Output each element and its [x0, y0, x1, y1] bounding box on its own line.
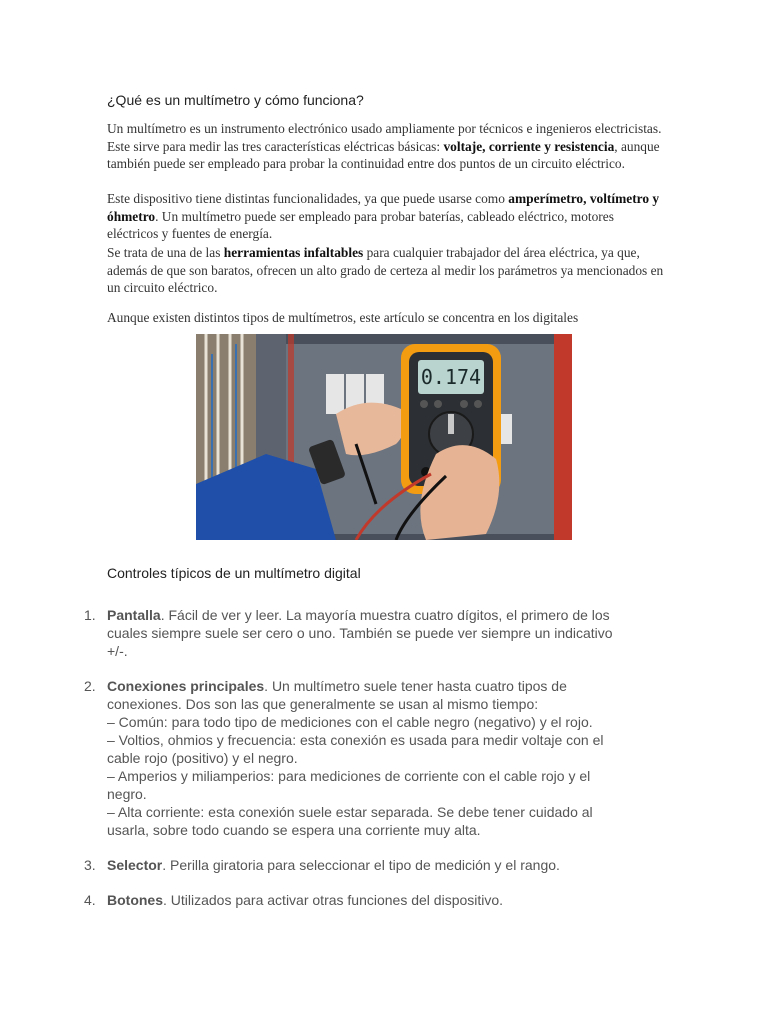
intro-paragraph-1: [107, 120, 667, 173]
display-reading: 0.174: [420, 365, 482, 389]
multimeter-photo-illustration: [196, 334, 572, 540]
list-item-line: +/-.: [107, 643, 128, 659]
text-run: Un multímetro es un instrumento electrónico usado ampliamente por técnicos e ingenieros electricistas. Este sirve para medir las tres características eléctricas básicas:: [107, 121, 662, 154]
list-item-line: conexiones. Dos son las que generalmente se usan al mismo tiempo:: [107, 696, 539, 712]
list-item-line: negro.: [107, 786, 147, 802]
intro-paragraph-4: Aunque existen distintos tipos de multímetros, este artículo se concentra en los digitales: [107, 310, 579, 325]
text-run: , aunque también puede ser empleado para probar la continuidad entre dos puntos de un circuito eléctrico.: [107, 138, 660, 172]
list-item-line: usarla, sobre todo cuando se espera una corriente muy alta.: [107, 822, 481, 838]
list-item-line: – Amperios y miliamperios: para mediciones de corriente con el cable rojo y el: [107, 768, 591, 784]
list-item-text: . Perilla giratoria para seleccionar el tipo de medición y el rango.: [162, 857, 560, 873]
list-item-pantalla: [84, 606, 664, 660]
list-item-title: Botones: [107, 892, 163, 908]
bold-run: herramientas infaltables: [223, 245, 364, 260]
multimeter-photo: [196, 334, 572, 540]
list-number: 3.: [84, 857, 96, 873]
list-number: 2.: [84, 678, 96, 694]
section-heading: Controles típicos de un multímetro digital: [107, 565, 361, 581]
list-item-title: Selector: [107, 857, 163, 873]
text-run: Se trata de una de las: [107, 245, 224, 260]
list-item-line: [107, 891, 664, 909]
list-item-line: [107, 856, 664, 874]
list-item-line: – Voltios, ohmios y frecuencia: esta conexión es usada para medir voltaje con el: [107, 732, 604, 748]
list-item-title: Pantalla: [107, 607, 161, 623]
bold-run: voltaje, corriente y resistencia: [443, 138, 615, 154]
text-run: . Un multímetro puede ser empleado para probar baterías, cableado eléctrico, motores eléctricos y fuentes de energía.: [107, 208, 614, 242]
list-item-conexiones: [84, 677, 664, 839]
list-item-line: cuales siempre suele ser cero o uno. También se puede ver siempre un indicativo: [107, 625, 613, 641]
list-item-line: – Alta corriente: esta conexión suele estar separada. Se debe tener cuidado al: [107, 804, 593, 820]
list-item-botones: [84, 891, 664, 909]
list-item-line: – Común: para todo tipo de mediciones con el cable negro (negativo) y el rojo.: [107, 714, 593, 730]
bold-run: amperímetro, voltímetro y óhmetro: [107, 191, 660, 224]
controls-list: [84, 606, 664, 926]
list-item-title: Conexiones principales: [107, 678, 265, 694]
intro-paragraph-3: [107, 244, 667, 297]
intro-paragraph-2: [107, 190, 667, 243]
text-run: para cualquier trabajador del área eléctrica, ya que, además de que son baratos, ofrecen un alto grado de certeza al medir los parámetros ya mencionados en un circuito eléctrico.: [107, 245, 664, 296]
list-item-line: [107, 677, 664, 695]
text-run: Este dispositivo tiene distintas funcionalidades, ya que puede usarse como: [107, 191, 509, 206]
list-item-selector: [84, 856, 664, 874]
list-item-text: . Un multímetro suele tener hasta cuatro tipos de: [264, 678, 567, 694]
page-title: ¿Qué es un multímetro y cómo funciona?: [107, 92, 364, 108]
list-number: 1.: [84, 607, 96, 623]
list-item-text: . Utilizados para activar otras funciones del dispositivo.: [163, 892, 504, 908]
list-item-line: cable rojo (positivo) y el negro.: [107, 750, 298, 766]
list-item-text: . Fácil de ver y leer. La mayoría muestra cuatro dígitos, el primero de los: [160, 607, 610, 623]
list-number: 4.: [84, 892, 96, 908]
list-item-line: [107, 606, 664, 624]
